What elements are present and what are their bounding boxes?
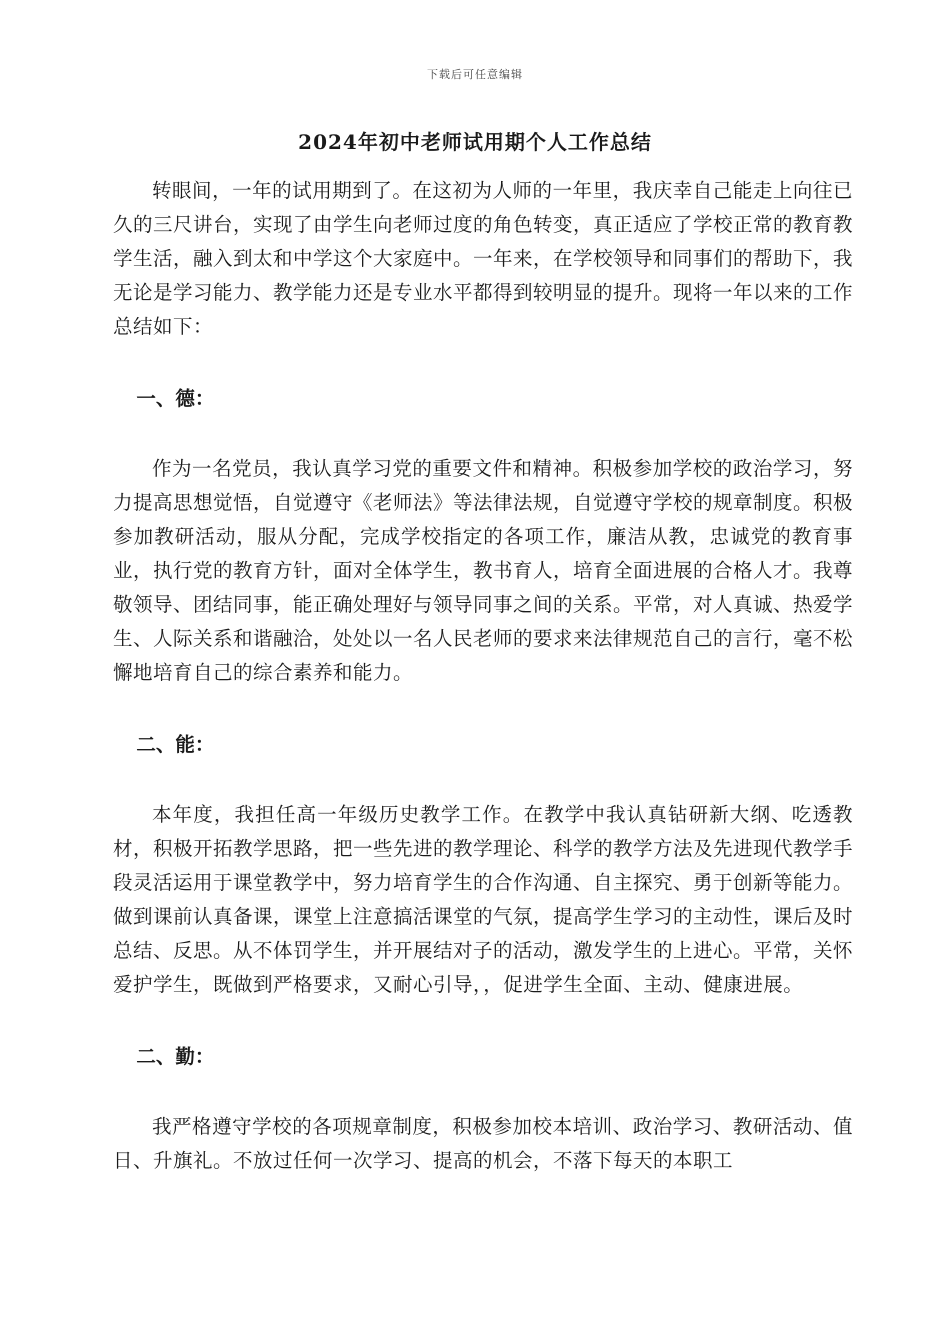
document-body — [113, 174, 853, 1178]
section-paragraph-qin: 我严格遵守学校的各项规章制度，积极参加校本培训、政治学习、教研活动、值日、升旗礼。不放过任何一次学习、提高的机会，不落下每天的本职工 — [113, 1115, 853, 1172]
section-paragraph-de: 作为一名党员，我认真学习党的重要文件和精神。积极参加学校的政治学习，努力提高思想觉悟，自觉遵守《老师法》等法律法规，自觉遵守学校的规章制度。积极参加教研活动，服从分配，完成学校指定的各项工作，廉洁从教，忠诚党的教育事业，执行党的教育方针，面对全体学生，教书育人，培育全面进展的合格人才。我尊敬领导、团结同事，能正确处理好与领导同事之间的关系。平常，对人真诚、热爱学生、人际关系和谐融洽，处处以一名人民老师的要求来法律规范自己的言行，毫不松懈地培育自己的综合素养和能力。 — [113, 457, 854, 684]
intro-paragraph: 转眼间，一年的试用期到了。在这初为人师的一年里，我庆幸自己能走上向往已久的三尺讲台，实现了由学生向老师过度的角色转变，真正适应了学校正常的教育教学生活，融入到太和中学这个大家庭中。一年来，在学校领导和同事们的帮助下，我无论是学习能力、教学能力还是专业水平都得到较明显的提升。现将一年以来的工作总结如下： — [113, 179, 854, 338]
section-paragraph-neng: 本年度，我担任高一年级历史教学工作。在教学中我认真钻研新大纲、吃透教材，积极开拓教学思路，把一些先进的教学理论、科学的教学方法及先进现代教学手段灵活运用于课堂教学中，努力培育学生的合作沟通、自主探究、勇于创新等能力。做到课前认真备课，课堂上注意搞活课堂的气氛，提高学生学习的主动性，课后及时总结、反思。从不体罚学生，并开展结对子的活动，激发学生的上进心。平常，关怀爱护学生，既做到严格要求，又耐心引导，，促进学生全面、主动、健康进展。 — [113, 803, 854, 996]
header-note: 下载后可任意编辑 — [427, 68, 523, 81]
document-title: 2024年初中老师试用期个人工作总结 — [298, 130, 652, 154]
section-heading-qin: 二、勤： — [136, 1045, 215, 1068]
section-heading-de: 一、德： — [136, 387, 215, 410]
section-heading-neng: 二、能： — [136, 733, 215, 756]
